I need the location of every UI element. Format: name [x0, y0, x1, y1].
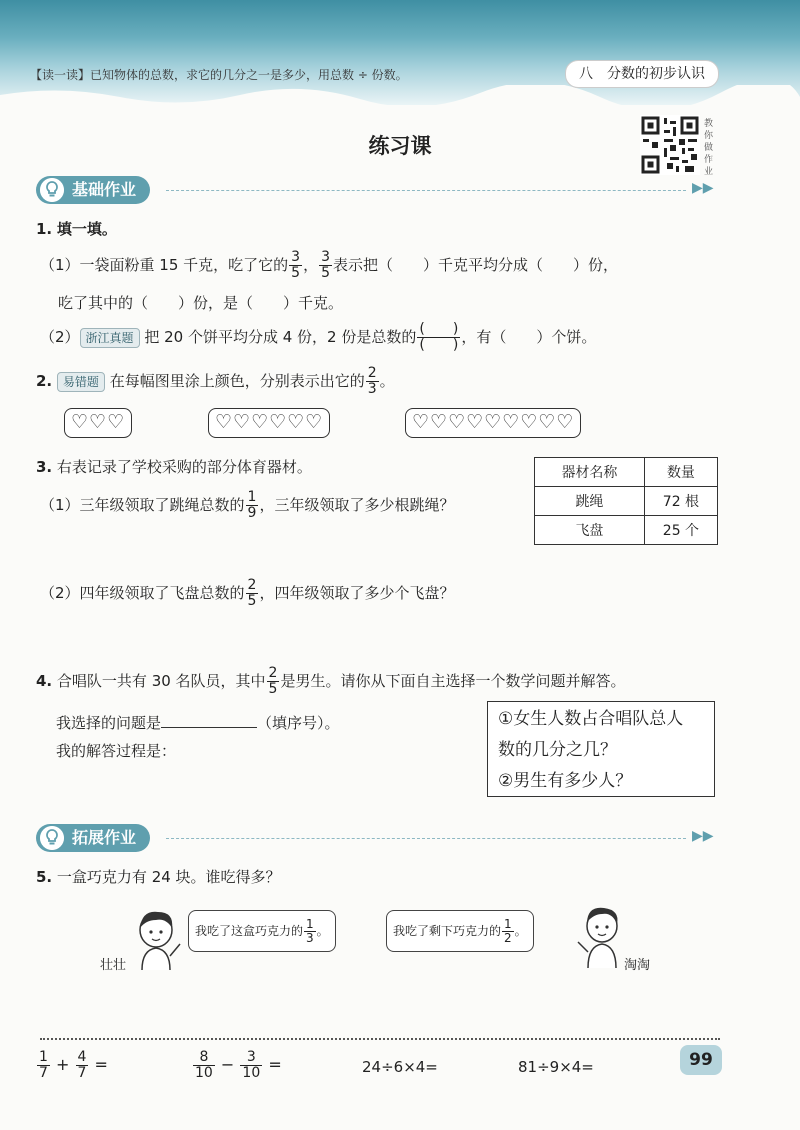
question-text: 。 [379, 372, 395, 390]
equipment-table [534, 457, 718, 545]
question-3-part-2 [40, 578, 454, 609]
question-text: （2） [40, 328, 80, 346]
question-text: 一盒巧克力有 24 块。谁吃得多？ [56, 868, 281, 886]
header-wave-decoration [0, 85, 800, 115]
operator: + [56, 1055, 70, 1074]
numerator-blank[interactable]: ( ) [419, 321, 459, 337]
numerator: 1 [306, 917, 314, 931]
question-3-part-1 [40, 490, 454, 521]
question-number: 1. [36, 220, 53, 238]
question-text: 在每幅图里涂上颜色，分别表示出它的 [109, 372, 365, 390]
speech-bubble-zhuangzhuang [188, 910, 336, 952]
denominator: 10 [242, 1065, 261, 1081]
question-options-box [487, 701, 715, 797]
bubble-text: 。 [316, 924, 329, 938]
denominator-blank[interactable]: ( ) [419, 337, 459, 353]
numerator: 2 [268, 665, 278, 681]
section-title-extended: 拓展作业 [36, 824, 150, 852]
denominator: 9 [247, 505, 257, 521]
question-number: 2. [36, 372, 53, 390]
denominator: 3 [367, 381, 377, 397]
solution-process-label: 我的解答过程是： [56, 742, 177, 760]
answer-blank[interactable] [161, 713, 257, 728]
question-text: （1）一袋面粉重 15 千克，吃了它的 [40, 256, 289, 274]
fraction [366, 366, 379, 397]
fraction [76, 1050, 89, 1081]
equals: = [268, 1055, 282, 1074]
denominator: 2 [504, 931, 512, 945]
question-text: （填序号）。 [257, 714, 340, 732]
equals: = [94, 1055, 108, 1074]
question-2 [36, 366, 395, 397]
fraction [319, 250, 332, 281]
chapter-label: 八 分数的初步认识 [565, 60, 719, 88]
question-1-part-2 [40, 322, 596, 353]
oral-exercise-1 [36, 1050, 108, 1081]
qr-caption: 教你做作业 [704, 119, 714, 177]
question-text: ，有（ ）个饼。 [461, 328, 597, 346]
question-text: ， [303, 256, 319, 274]
numerator: 1 [247, 489, 257, 505]
section-header-basic [36, 176, 716, 204]
blank-fraction[interactable] [417, 322, 460, 353]
table-header-row [535, 458, 718, 487]
denominator: 10 [195, 1065, 213, 1081]
choose-question-line [56, 712, 340, 733]
fraction [267, 666, 280, 697]
bubble-text: 我吃了这盒巧克力的 [195, 924, 304, 938]
table-cell: 72 根 [644, 487, 717, 516]
question-text: （2）四年级领取了飞盘总数的 [40, 584, 245, 602]
question-number: 4. [36, 672, 53, 690]
oral-exercise-4: 81÷9×4= [518, 1058, 594, 1076]
lightbulb-icon [40, 826, 64, 850]
question-1-part-1-line-2: 吃了其中的（ ）份，是（ ）千克。 [58, 294, 344, 312]
section-title-basic: 基础作业 [36, 176, 150, 204]
operator: − [220, 1055, 235, 1074]
numerator: 4 [77, 1049, 87, 1065]
lightbulb-icon [40, 178, 64, 202]
page-number: 99 [680, 1045, 722, 1075]
table-cell: 飞盘 [535, 516, 645, 545]
table-row [535, 516, 718, 545]
question-1-title [36, 218, 117, 239]
boy-taotao-illustration [572, 904, 628, 972]
qr-code-icon[interactable] [640, 115, 700, 175]
fraction [304, 918, 316, 945]
fraction [289, 250, 302, 281]
question-text: 是男生。请你从下面自主选择一个数学问题并解答。 [280, 672, 626, 690]
option-2: ②男生有多少人？ [498, 771, 633, 791]
numerator: 3 [321, 249, 331, 265]
section-divider [166, 190, 686, 191]
table-header: 器材名称 [535, 458, 645, 487]
denominator: 7 [77, 1065, 87, 1081]
fraction [193, 1050, 215, 1081]
table-header: 数量 [644, 458, 717, 487]
hearts-group-6[interactable]: ♡♡♡♡♡♡ [208, 408, 330, 438]
double-arrow-icon: ▶▶ [692, 180, 714, 196]
double-arrow-icon: ▶▶ [692, 828, 714, 844]
numerator: 1 [39, 1049, 48, 1065]
hearts-group-3[interactable]: ♡♡♡ [64, 408, 132, 438]
name-taotao: 淘淘 [624, 958, 651, 973]
question-text: ，四年级领取了多少个飞盘？ [259, 584, 455, 602]
numerator: 1 [504, 917, 512, 931]
boy-zhuangzhuang-illustration [130, 908, 186, 974]
table-row [535, 487, 718, 516]
question-text: 右表记录了学校采购的部分体育器材。 [56, 458, 312, 476]
numerator: 3 [240, 1050, 262, 1066]
fraction [37, 1050, 50, 1081]
bubble-text: 。 [514, 924, 527, 938]
table-cell: 跳绳 [535, 487, 645, 516]
oral-exercise-2 [192, 1050, 282, 1081]
tag-zhejiang-exam: 浙江真题 [80, 328, 140, 348]
name-zhuangzhuang: 壮壮 [100, 958, 127, 973]
speech-bubble-taotao [386, 910, 534, 952]
question-text: 把 20 个饼平均分成 4 份，2 份是总数的 [144, 328, 417, 346]
question-title: 填一填。 [56, 220, 117, 238]
fraction [502, 918, 514, 945]
question-3 [36, 456, 312, 477]
option-1-line-2: 数的几分之几？ [498, 740, 617, 760]
question-5 [36, 866, 281, 887]
bubble-text: 我吃了剩下巧克力的 [393, 924, 502, 938]
numerator: 8 [193, 1050, 215, 1066]
hearts-group-9[interactable]: ♡♡♡♡♡♡♡♡♡ [405, 408, 581, 438]
denominator: 5 [247, 593, 257, 609]
question-text: （1）三年级领取了跳绳总数的 [40, 496, 245, 514]
question-text: 我选择的问题是 [56, 714, 162, 732]
denominator: 3 [306, 931, 314, 945]
numerator: 2 [247, 577, 257, 593]
question-1-part-1 [40, 250, 618, 281]
question-text: ，三年级领取了多少根跳绳？ [259, 496, 455, 514]
table-cell: 25 个 [644, 516, 717, 545]
oral-exercise-3: 24÷6×4= [362, 1058, 438, 1076]
denominator: 5 [268, 681, 278, 697]
section-header-extended [36, 824, 716, 852]
footer-dotted-divider [40, 1038, 720, 1040]
numerator: 3 [291, 249, 301, 265]
reading-tip: 【读一读】已知物体的总数，求它的几分之一是多少，用总数 ÷ 份数。 [30, 68, 408, 82]
question-text: 合唱队一共有 30 名队员，其中 [56, 672, 266, 690]
question-number: 3. [36, 458, 53, 476]
question-text: 表示把（ ）千克平均分成（ ）份， [333, 256, 619, 274]
fraction [240, 1050, 262, 1081]
denominator: 5 [321, 265, 331, 281]
denominator: 5 [291, 265, 301, 281]
fraction [246, 490, 259, 521]
option-1-line-1: ①女生人数占合唱队总人 [498, 709, 684, 729]
numerator: 2 [367, 365, 377, 381]
tag-error-prone: 易错题 [57, 372, 105, 392]
fraction [246, 578, 259, 609]
page-title: 练习课 [368, 134, 432, 158]
question-4 [36, 666, 625, 697]
question-number: 5. [36, 868, 53, 886]
denominator: 7 [39, 1065, 48, 1081]
section-divider [166, 838, 686, 839]
